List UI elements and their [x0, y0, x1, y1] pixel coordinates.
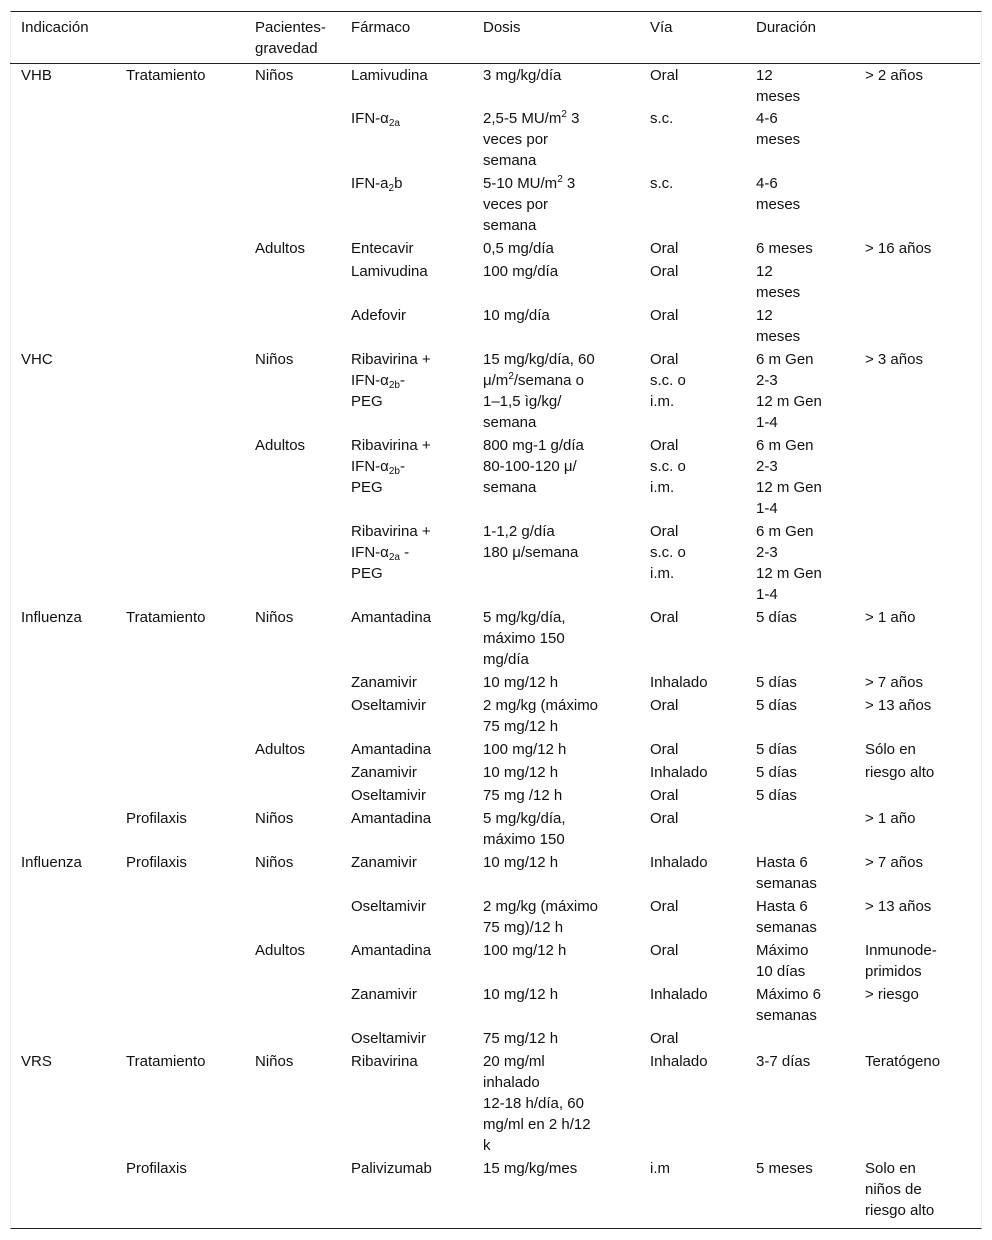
cell-dosis: 2 mg/kg (máximo 75 mg/12 h [483, 697, 599, 735]
cell-duracion: 6 m Gen 2-3 12 m Gen 1-4 [756, 351, 822, 431]
cell-pacientes: Adultos [255, 942, 306, 959]
cell-duracion: 5 días [756, 674, 797, 691]
cell-dosis: 5 mg/kg/día, máximo 150 mg/día [483, 609, 566, 668]
cell-duracion: Máximo 6 semanas [756, 986, 822, 1024]
cell-via: Inhalado [650, 764, 708, 781]
cell-duracion: 12 meses [756, 263, 801, 301]
cell-farmaco: Amantadina [351, 741, 432, 758]
cell-nota: Inmunode- primidos [865, 942, 937, 980]
header-duracion: Duración [756, 19, 817, 36]
cell-nota: > 1 año [865, 609, 916, 626]
cell-nota: > 13 años [865, 898, 932, 915]
cell-farmaco: Oseltamivir [351, 898, 427, 915]
cell-nota: Teratógeno [865, 1053, 941, 1070]
cell-pacientes: Niños [255, 854, 294, 871]
cell-via: Oral s.c. o i.m. [650, 437, 686, 496]
cell-tipo: Profilaxis [126, 810, 187, 827]
cell-via: Inhalado [650, 674, 708, 691]
cell-nota: > 2 años [865, 67, 923, 84]
header-indicacion: Indicación [21, 19, 89, 36]
cell-pacientes: Adultos [255, 437, 306, 454]
cell-via: Oral [650, 898, 679, 915]
cell-dosis: 15 mg/kg/mes [483, 1160, 578, 1177]
cell-dosis: 10 mg/día [483, 307, 550, 324]
cell-dosis: 0,5 mg/día [483, 240, 554, 257]
cell-indicacion: VHB [21, 67, 52, 84]
cell-via: i.m [650, 1160, 670, 1177]
cell-tipo: Tratamiento [126, 1053, 206, 1070]
cell-indicacion: VRS [21, 1053, 52, 1070]
cell-nota: Solo en niños de riesgo alto [865, 1160, 935, 1219]
cell-farmaco: Oseltamivir [351, 787, 427, 804]
cell-duracion: 5 días [756, 787, 797, 804]
cell-pacientes: Adultos [255, 741, 306, 758]
cell-via: Inhalado [650, 854, 708, 871]
cell-farmaco: Amantadina [351, 942, 432, 959]
cell-dosis: 5 mg/kg/día, máximo 150 [483, 810, 566, 848]
cell-dosis: 100 mg/12 h [483, 942, 567, 959]
cell-nota: riesgo alto [865, 764, 935, 781]
cell-tipo: Tratamiento [126, 609, 206, 626]
cell-duracion: 5 meses [756, 1160, 813, 1177]
cell-dosis: 100 mg/12 h [483, 741, 567, 758]
cell-via: Oral [650, 942, 679, 959]
cell-duracion: 5 días [756, 764, 797, 781]
cell-farmaco: Palivizumab [351, 1160, 432, 1177]
cell-duracion: 6 meses [756, 240, 813, 257]
cell-farmaco: Oseltamivir [351, 697, 427, 714]
cell-via: Oral s.c. o i.m. [650, 523, 686, 582]
cell-pacientes: Niños [255, 67, 294, 84]
cell-farmaco: Adefovir [351, 307, 407, 324]
cell-dosis: 15 mg/kg/día, 60 $\mu/m^2$/semana o 1–1,5 ìg/kg/ semana [483, 351, 595, 431]
cell-dosis: 100 mg/día [483, 263, 559, 280]
cell-dosis: 5-10 $MU/m^2$ 3 veces por semana [483, 174, 576, 234]
cell-via: Oral [650, 263, 679, 280]
cell-nota: Sólo en [865, 741, 916, 758]
cell-duracion: 4-6 meses [756, 175, 801, 213]
cell-indicacion: Influenza [21, 609, 82, 626]
cell-via: s.c. [650, 110, 674, 127]
cell-pacientes: Niños [255, 1053, 294, 1070]
cell-dosis: 10 mg/12 h [483, 674, 559, 691]
cell-pacientes: Adultos [255, 240, 306, 257]
cell-tipo: Profilaxis [126, 854, 187, 871]
cell-duracion: 6 m Gen 2-3 12 m Gen 1-4 [756, 437, 822, 517]
cell-farmaco: Zanamivir [351, 674, 417, 691]
cell-farmaco: Entecavir [351, 240, 414, 257]
cell-tipo: Tratamiento [126, 67, 206, 84]
cell-nota: > 13 años [865, 697, 932, 714]
cell-pacientes: Niños [255, 609, 294, 626]
cell-duracion: 6 m Gen 2-3 12 m Gen 1-4 [756, 523, 822, 603]
cell-dosis: 3 mg/kg/día [483, 67, 562, 84]
cell-via: Oral [650, 697, 679, 714]
cell-via: s.c. [650, 175, 674, 192]
cell-dosis: 75 mg /12 h [483, 787, 563, 804]
cell-farmaco: Zanamivir [351, 764, 417, 781]
cell-tipo: Profilaxis [126, 1160, 187, 1177]
cell-duracion: 5 días [756, 697, 797, 714]
cell-duracion: 12 meses [756, 67, 801, 105]
cell-dosis: 800 mg-1 g/día 80-100-120 μ/ semana [483, 437, 584, 496]
cell-farmaco: Lamivudina [351, 263, 428, 280]
cell-duracion: 3-7 días [756, 1053, 811, 1070]
cell-duracion: Máximo 10 días [756, 942, 809, 980]
cell-duracion: 5 días [756, 741, 797, 758]
cell-dosis: 2 mg/kg (máximo 75 mg)/12 h [483, 898, 599, 936]
cell-via: Oral [650, 787, 679, 804]
cell-dosis: 10 mg/12 h [483, 986, 559, 1003]
cell-farmaco: Ribavirina + IFN-$\alpha_{2b}-$ PEG [351, 437, 431, 496]
cell-farmaco: Zanamivir [351, 854, 417, 871]
cell-dosis: 75 mg/12 h [483, 1030, 559, 1047]
cell-dosis: 2,5-5 $MU/m^2$ 3 veces por semana [483, 109, 580, 169]
header-dosis: Dosis [483, 19, 521, 36]
cell-farmaco: IFN-$\alpha_{2a}$ [351, 110, 400, 129]
cell-farmaco: Lamivudina [351, 67, 428, 84]
header-farmaco: Fármaco [351, 19, 411, 36]
cell-dosis: 10 mg/12 h [483, 764, 559, 781]
cell-duracion: 4-6 meses [756, 110, 801, 148]
cell-nota: > riesgo [865, 986, 919, 1003]
cell-nota: > 3 años [865, 351, 923, 368]
cell-via: Oral [650, 240, 679, 257]
cell-nota: > 7 años [865, 674, 923, 691]
cell-dosis: 1-1,2 g/día 180 μ/semana [483, 523, 579, 561]
cell-farmaco: Ribavirina + IFN-$\alpha_{2a}$ - PEG [351, 523, 431, 582]
cell-farmaco: Amantadina [351, 810, 432, 827]
cell-duracion: 12 meses [756, 307, 801, 345]
cell-via: Oral [650, 307, 679, 324]
cell-nota: > 1 año [865, 810, 916, 827]
cell-via: Inhalado [650, 1053, 708, 1070]
cell-farmaco: IFN-$a_2b$ [351, 175, 403, 194]
cell-pacientes: Niños [255, 810, 294, 827]
cell-indicacion: Influenza [21, 854, 82, 871]
cell-via: Oral [650, 67, 679, 84]
cell-dosis: 20 mg/ml inhalado 12-18 h/día, 60 mg/ml en 2 h/12 k [483, 1053, 591, 1154]
cell-via: Oral [650, 609, 679, 626]
cell-via: Oral s.c. o i.m. [650, 351, 686, 410]
cell-nota: > 16 años [865, 240, 932, 257]
cell-via: Inhalado [650, 986, 708, 1003]
cell-farmaco: Ribavirina + IFN-$\alpha_{2b}-$ PEG [351, 351, 431, 410]
cell-farmaco: Amantadina [351, 609, 432, 626]
cell-indicacion: VHC [21, 351, 53, 368]
header-divider [10, 63, 980, 64]
cell-dosis: 10 mg/12 h [483, 854, 559, 871]
header-pacientes: Pacientes- gravedad [255, 19, 326, 57]
cell-farmaco: Zanamivir [351, 986, 417, 1003]
cell-duracion: Hasta 6 semanas [756, 854, 817, 892]
header-via: Vía [650, 19, 673, 36]
cell-via: Oral [650, 1030, 679, 1047]
cell-pacientes: Niños [255, 351, 294, 368]
cell-via: Oral [650, 810, 679, 827]
cell-duracion: 5 días [756, 609, 797, 626]
cell-farmaco: Ribavirina [351, 1053, 418, 1070]
cell-nota: > 7 años [865, 854, 923, 871]
cell-farmaco: Oseltamivir [351, 1030, 427, 1047]
cell-duracion: Hasta 6 semanas [756, 898, 817, 936]
cell-via: Oral [650, 741, 679, 758]
